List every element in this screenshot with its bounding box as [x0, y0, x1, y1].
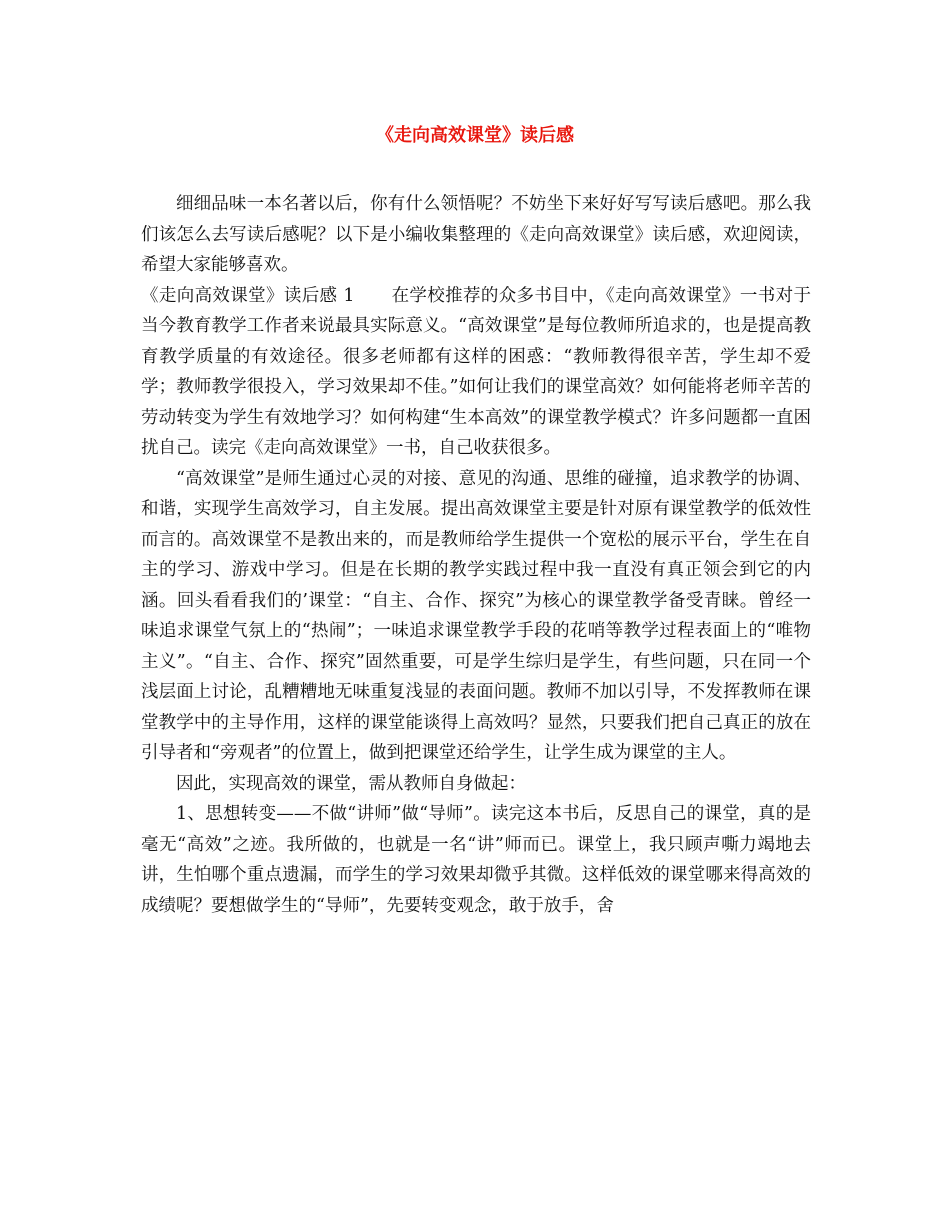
section-paragraph-1	[141, 281, 811, 464]
intro-paragraph: 细细品味一本名著以后，你有什么领悟呢？不妨坐下来好好写写读后感吧。那么我们该怎么去写读后感呢？以下是小编收集整理的《走向高效课堂》读后感，欢迎阅读，希望大家能够喜欢。	[141, 194, 811, 275]
body-paragraph-4: 1、思想转变——不做“讲师”做“导师”。读完这本书后，反思自己的课堂，真的是毫无“高效”之迹。我所做的，也就是一名“讲”师而已。课堂上，我只顾声嘶力竭地去讲，生怕哪个重点遗漏，而学生的学习效果却微乎其微。这样低效的课堂哪来得高效的成绩呢？要想做学生的“导师”，先要转变观念，敢于放手，舍	[141, 804, 811, 916]
section-heading: 《走向高效课堂》读后感 1	[141, 285, 355, 306]
document-body	[141, 189, 811, 921]
document-title: 《走向高效课堂》读后感	[376, 125, 574, 146]
section-paragraph-1-text: 在学校推荐的众多书目中，《走向高效课堂》一书对于当今教育教学工作者来说最具实际意义。“高效课堂”是每位教师所追求的，也是提高教育教学质量的有效途径。很多老师都有这样的困惑：“教师教得很辛苦，学生却不爱学；教师教学很投入，学习效果却不佳。”如何让我们的课堂高效？如何能将老师辛苦的劳动转变为学生有效地学习？如何构建“生本高效”的课堂教学模式？许多问题都一直困扰自己。读完《走向高效课堂》一书，自己收获很多。	[141, 285, 811, 458]
body-paragraph-3: 因此，实现高效的课堂，需从教师自身做起：	[176, 773, 526, 794]
body-paragraph-2: “高效课堂”是师生通过心灵的对接、意见的沟通、思维的碰撞，追求教学的协调、和谐，实现学生高效学习，自主发展。提出高效课堂主要是针对原有课堂教学的低效性而言的。高效课堂不是教出来的，而是教师给学生提供一个宽松的展示平台，学生在自主的学习、游戏中学习。但是在长期的教学实践过程中我一直没有真正领会到它的内涵。回头看看我们的’课堂：“自主、合作、探究”为核心的课堂教学备受青睐。曾经一味追求课堂气氛上的“热闹”；一味追求课堂教学手段的花哨等教学过程表面上的“唯物主义”。“自主、合作、探究”固然重要，可是学生综归是学生，有些问题，只在同一个浅层面上讨论，乱糟糟地无味重复浅显的表面问题。教师不加以引导，不发挥教师在课堂教学中的主导作用，这样的课堂能谈得上高效吗？显然，只要我们把自己真正的放在引导者和“旁观者”的位置上，做到把课堂还给学生，让学生成为课堂的主人。	[141, 468, 811, 763]
